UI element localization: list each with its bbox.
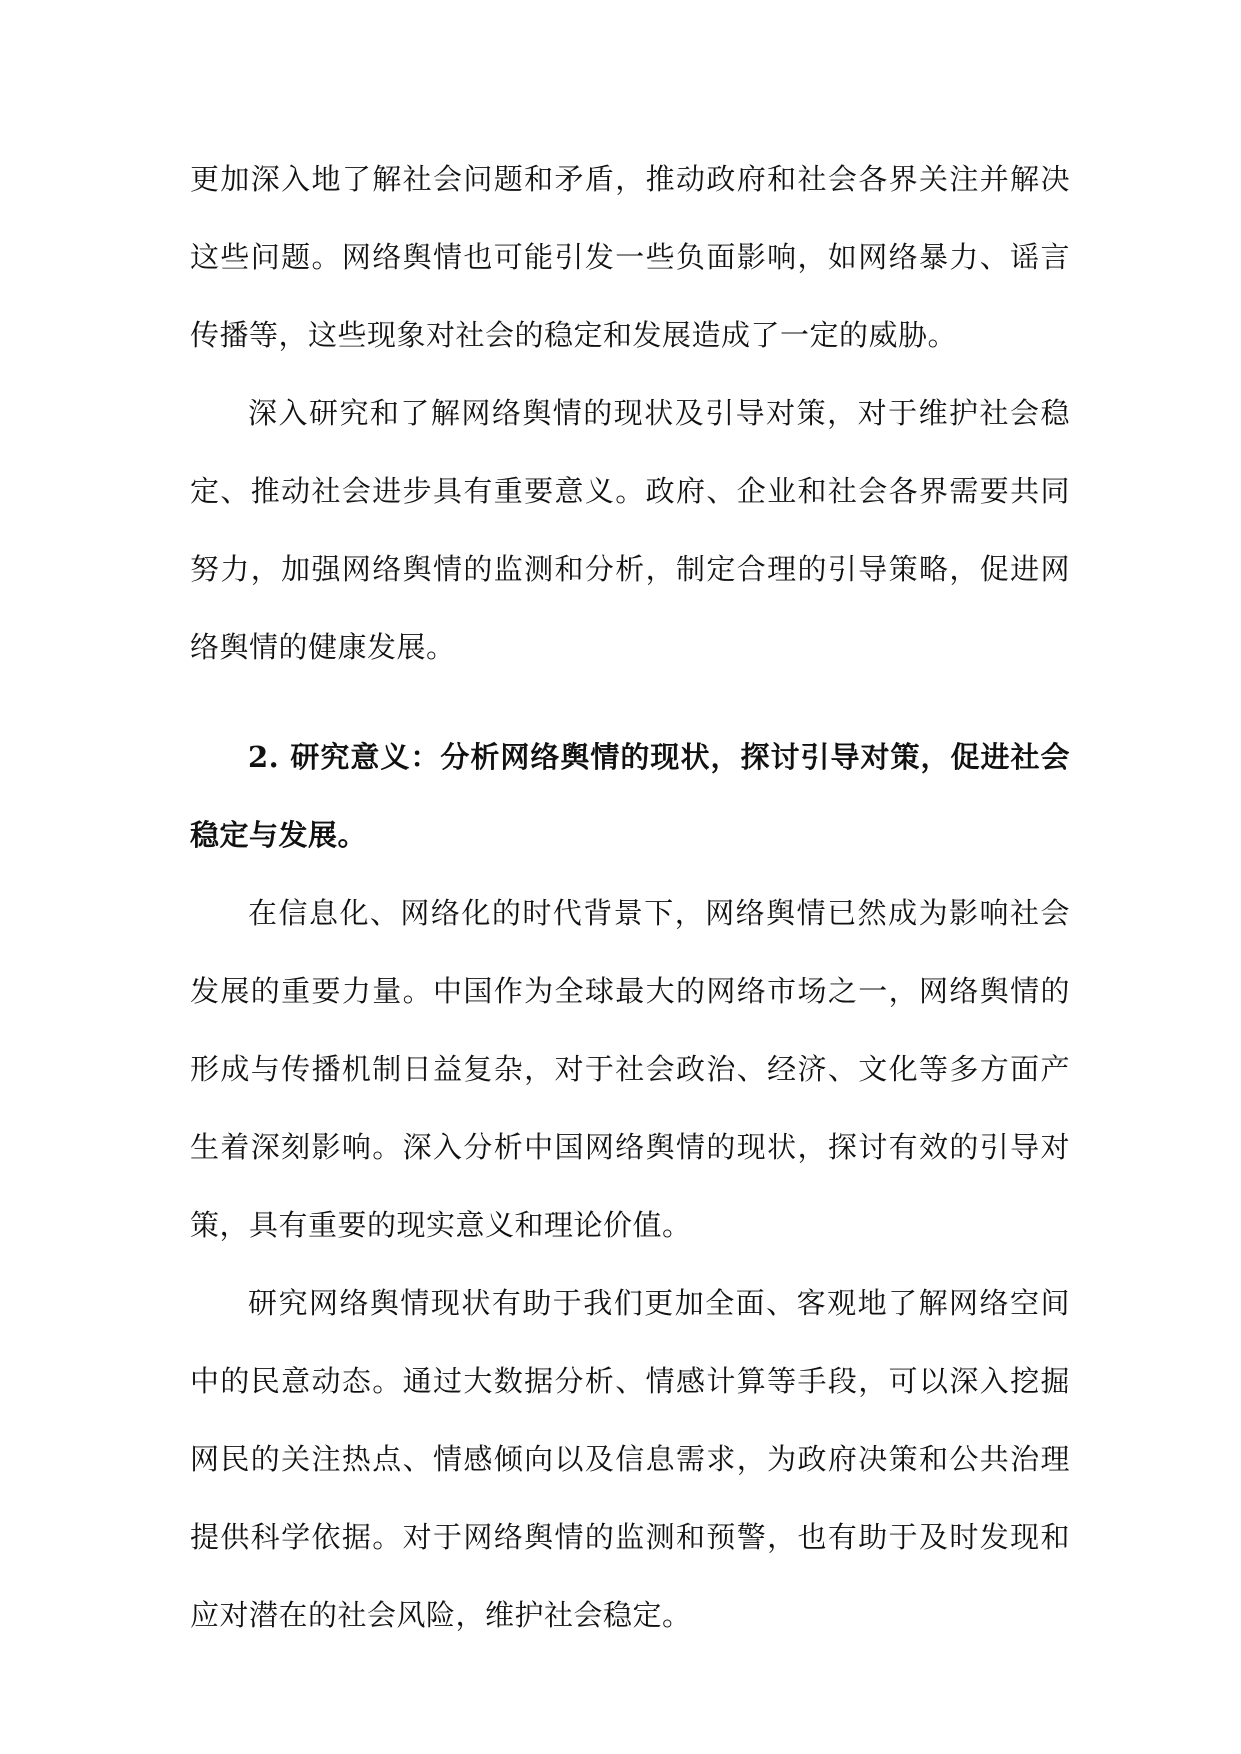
- document-page: [190, 140, 1070, 1654]
- section-heading: 2. 研究意义：分析网络舆情的现状，探讨引导对策，促进社会稳定与发展。: [190, 740, 1070, 852]
- paragraph-research-importance: 深入研究和了解网络舆情的现状及引导对策，对于维护社会稳定、推动社会进步具有重要意义。政府、企业和社会各界需要共同努力，加强网络舆情的监测和分析，制定合理的引导策略，促进网络舆情的健康发展。: [190, 396, 1070, 664]
- paragraph-continuation: 更加深入地了解社会问题和矛盾，推动政府和社会各界关注并解决这些问题。网络舆情也可能引发一些负面影响，如网络暴力、谣言传播等，这些现象对社会的稳定和发展造成了一定的威胁。: [190, 162, 1070, 352]
- paragraph-current-status: 研究网络舆情现状有助于我们更加全面、客观地了解网络空间中的民意动态。通过大数据分析、情感计算等手段，可以深入挖掘网民的关注热点、情感倾向以及信息需求，为政府决策和公共治理提供科学依据。对于网络舆情的监测和预警，也有助于及时发现和应对潜在的社会风险，维护社会稳定。: [190, 1286, 1070, 1632]
- paragraph-background: 在信息化、网络化的时代背景下，网络舆情已然成为影响社会发展的重要力量。中国作为全球最大的网络市场之一，网络舆情的形成与传播机制日益复杂，对于社会政治、经济、文化等多方面产生着深刻影响。深入分析中国网络舆情的现状，探讨有效的引导对策，具有重要的现实意义和理论价值。: [190, 896, 1070, 1242]
